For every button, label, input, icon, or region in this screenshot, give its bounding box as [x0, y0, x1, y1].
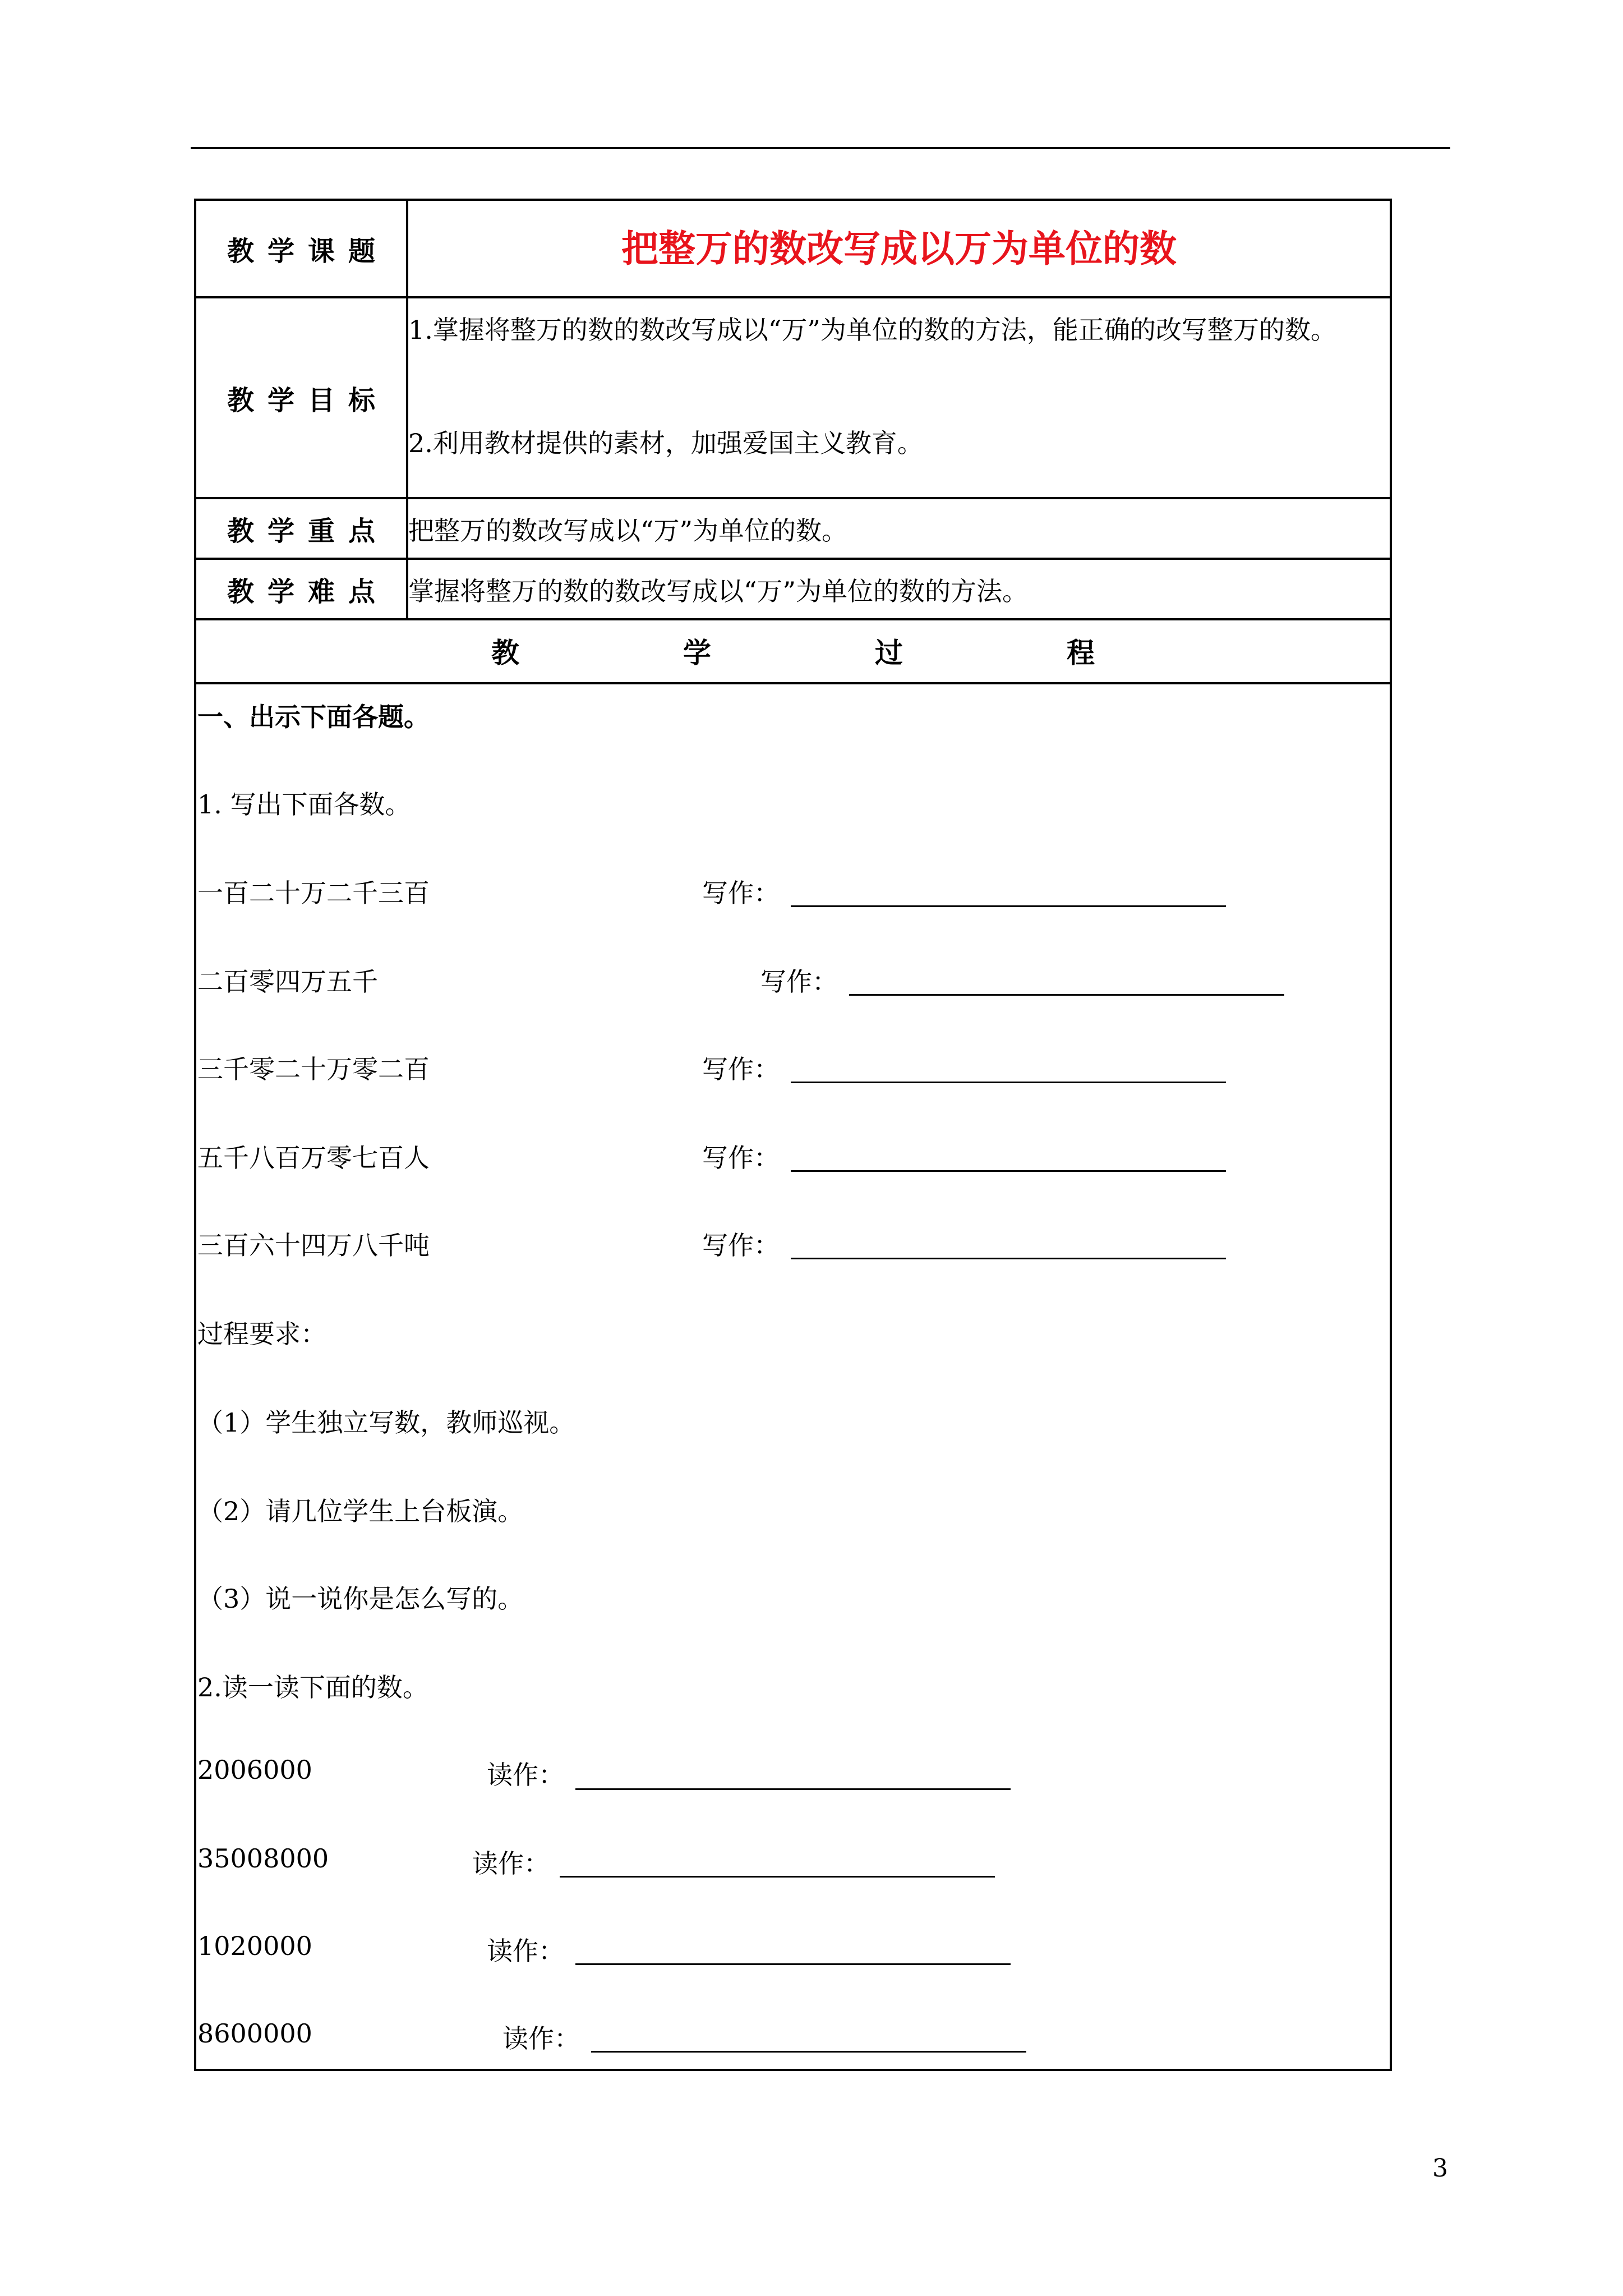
goal-2: 2.利用教材提供的素材，加强爱国主义教育。: [408, 428, 923, 458]
read-item-label: 读作：: [487, 1760, 564, 1790]
write-item-text: 五千八百万零七百人: [197, 1143, 430, 1173]
read-item-text: 8600000: [197, 2018, 312, 2049]
requirements-title: 过程要求：: [197, 1319, 326, 1349]
page-number: 3: [1432, 2154, 1448, 2183]
process-char: 教: [491, 636, 519, 669]
lesson-title: 把整万的数改写成以万为单位的数: [621, 227, 1177, 270]
goal-1: 1.掌握将整万的数的数改写成以“万”为单位的数的方法，能正确的改写整万的数。: [408, 315, 1336, 345]
topic-label: 教学课题: [227, 235, 389, 267]
write-item-text: 三百六十四万八千吨: [197, 1230, 430, 1260]
process-heading: [196, 622, 1390, 680]
answer-blank[interactable]: [575, 1963, 1011, 1965]
question-1: 1. 写出下面各数。: [197, 789, 411, 820]
answer-blank[interactable]: [791, 1258, 1226, 1259]
write-item-label: 写作：: [702, 878, 780, 908]
answer-blank[interactable]: [791, 905, 1226, 907]
read-item-text: 2006000: [197, 1755, 312, 1785]
requirement: （3）说一说你是怎么写的。: [197, 1584, 524, 1614]
answer-blank[interactable]: [791, 1082, 1226, 1083]
answer-blank[interactable]: [560, 1876, 995, 1878]
write-item-text: 一百二十万二千三百: [197, 878, 430, 908]
answer-blank[interactable]: [791, 1170, 1226, 1172]
read-item-label: 读作：: [487, 1936, 564, 1966]
read-item-text: 1020000: [197, 1931, 312, 1961]
question-2: 2.读一读下面的数。: [197, 1672, 428, 1703]
difficulty-text: 掌握将整万的数的数改写成以“万”为单位的数的方法。: [408, 576, 1029, 606]
section-heading: 一、出示下面各题。: [197, 702, 430, 732]
write-item-label: 写作：: [702, 1143, 780, 1173]
process-char: 学: [683, 636, 711, 669]
header-rule: [191, 147, 1450, 149]
key-text: 把整万的数改写成以“万”为单位的数。: [408, 516, 848, 546]
requirement: （1）学生独立写数，教师巡视。: [197, 1407, 575, 1438]
row-divider: [196, 682, 1390, 684]
answer-blank[interactable]: [591, 2051, 1026, 2053]
write-item-text: 三千零二十万零二百: [197, 1054, 430, 1084]
process-char: 过: [875, 636, 903, 669]
answer-blank[interactable]: [575, 1788, 1011, 1790]
requirement: （2）请几位学生上台板演。: [197, 1496, 524, 1526]
write-item-label: 写作：: [702, 1054, 780, 1084]
process-char: 程: [1067, 636, 1095, 669]
write-item-label: 写作：: [760, 967, 838, 997]
key-label: 教学重点: [227, 515, 389, 547]
goal-label: 教学目标: [227, 384, 389, 416]
write-item-text: 二百零四万五千: [197, 967, 378, 997]
read-item-text: 35008000: [197, 1843, 329, 1874]
answer-blank[interactable]: [849, 994, 1284, 996]
read-item-label: 读作：: [472, 1848, 550, 1879]
read-item-label: 读作：: [502, 2023, 580, 2054]
write-item-label: 写作：: [702, 1230, 780, 1260]
lesson-plan-table: [194, 199, 1392, 2071]
row-divider: [196, 618, 1390, 620]
difficulty-label: 教学难点: [227, 576, 389, 608]
